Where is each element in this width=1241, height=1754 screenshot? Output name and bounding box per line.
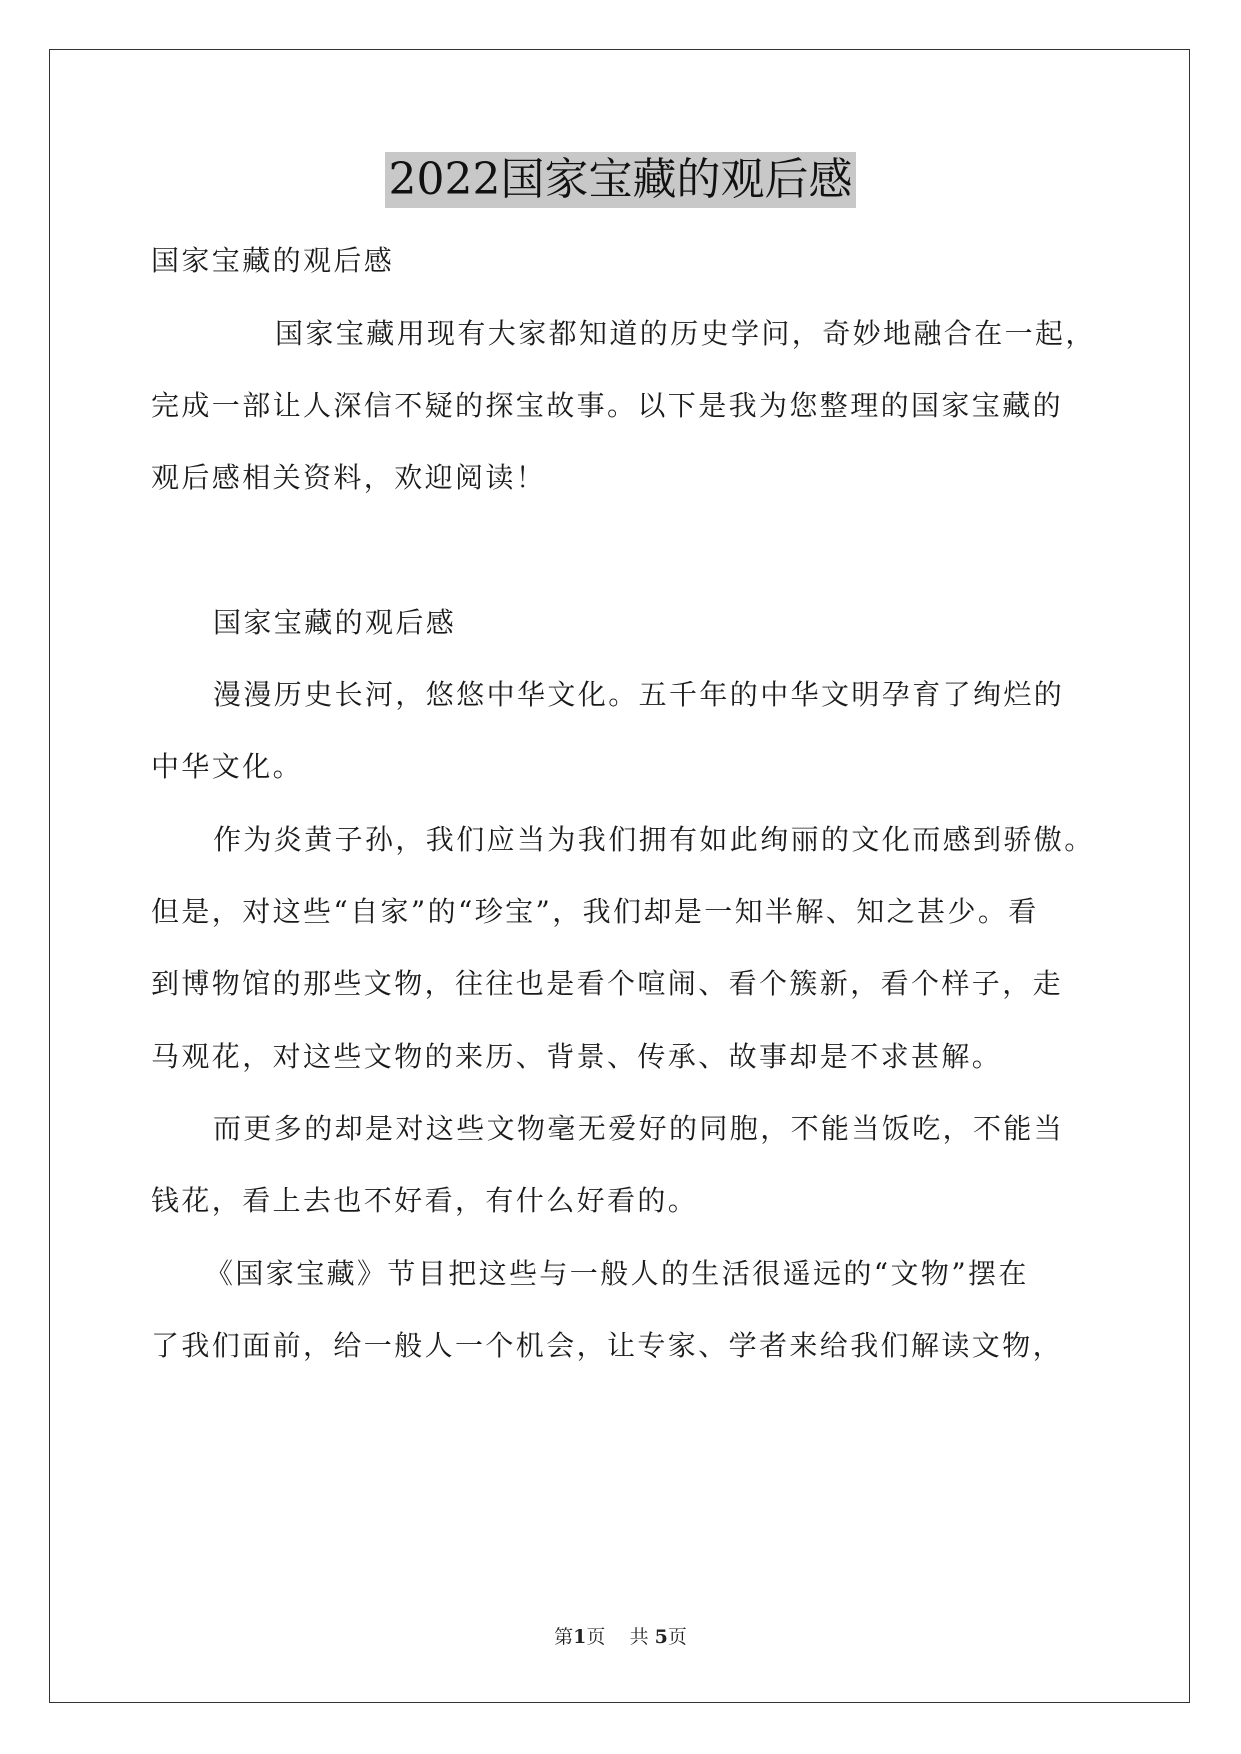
document-title: 2022国家宝藏的观后感 bbox=[385, 152, 857, 208]
paragraph-line: 观后感相关资料，欢迎阅读！ bbox=[151, 461, 547, 494]
paragraph-line: 但是，对这些“自家”的“珍宝”，我们却是一知半解、知之甚少。看 bbox=[151, 895, 1039, 928]
paragraph-line: 而更多的却是对这些文物毫无爱好的同胞，不能当饭吃，不能当 bbox=[213, 1112, 1065, 1145]
paragraph-line: 中华文化。 bbox=[151, 750, 304, 783]
total-label-suffix: 页 bbox=[667, 1626, 687, 1648]
paragraph-line: 作为炎黄子孙，我们应当为我们拥有如此绚丽的文化而感到骄傲。 bbox=[213, 823, 1095, 856]
total-page-count: 5 bbox=[654, 1626, 668, 1648]
total-label-prefix: 共 bbox=[629, 1626, 649, 1648]
page-footer bbox=[0, 1625, 1241, 1649]
page-label-suffix: 页 bbox=[586, 1626, 606, 1648]
page-label-prefix: 第 bbox=[554, 1626, 574, 1648]
section-heading: 国家宝藏的观后感 bbox=[213, 606, 457, 639]
paragraph-line: 到博物馆的那些文物，往往也是看个喧闹、看个簇新，看个样子，走 bbox=[151, 967, 1064, 1000]
paragraph-line: 国家宝藏用现有大家都知道的历史学问，奇妙地融合在一起， bbox=[275, 317, 1096, 350]
paragraph-line: 马观花，对这些文物的来历、背景、传承、故事却是不求甚解。 bbox=[151, 1040, 1003, 1073]
paragraph-line: 了我们面前，给一般人一个机会，让专家、学者来给我们解读文物， bbox=[151, 1329, 1064, 1362]
paragraph-line: 《国家宝藏》节目把这些与一般人的生活很遥远的“文物”摆在 bbox=[205, 1257, 1029, 1290]
paragraph-line: 钱花，看上去也不好看，有什么好看的。 bbox=[151, 1184, 699, 1217]
current-page-number: 1 bbox=[573, 1626, 587, 1648]
page-border bbox=[49, 49, 1190, 1703]
subtitle-line: 国家宝藏的观后感 bbox=[151, 244, 395, 277]
paragraph-line: 完成一部让人深信不疑的探宝故事。以下是我为您整理的国家宝藏的 bbox=[151, 389, 1064, 422]
paragraph-line: 漫漫历史长河，悠悠中华文化。五千年的中华文明孕育了绚烂的 bbox=[213, 678, 1065, 711]
title-container bbox=[0, 152, 1241, 208]
